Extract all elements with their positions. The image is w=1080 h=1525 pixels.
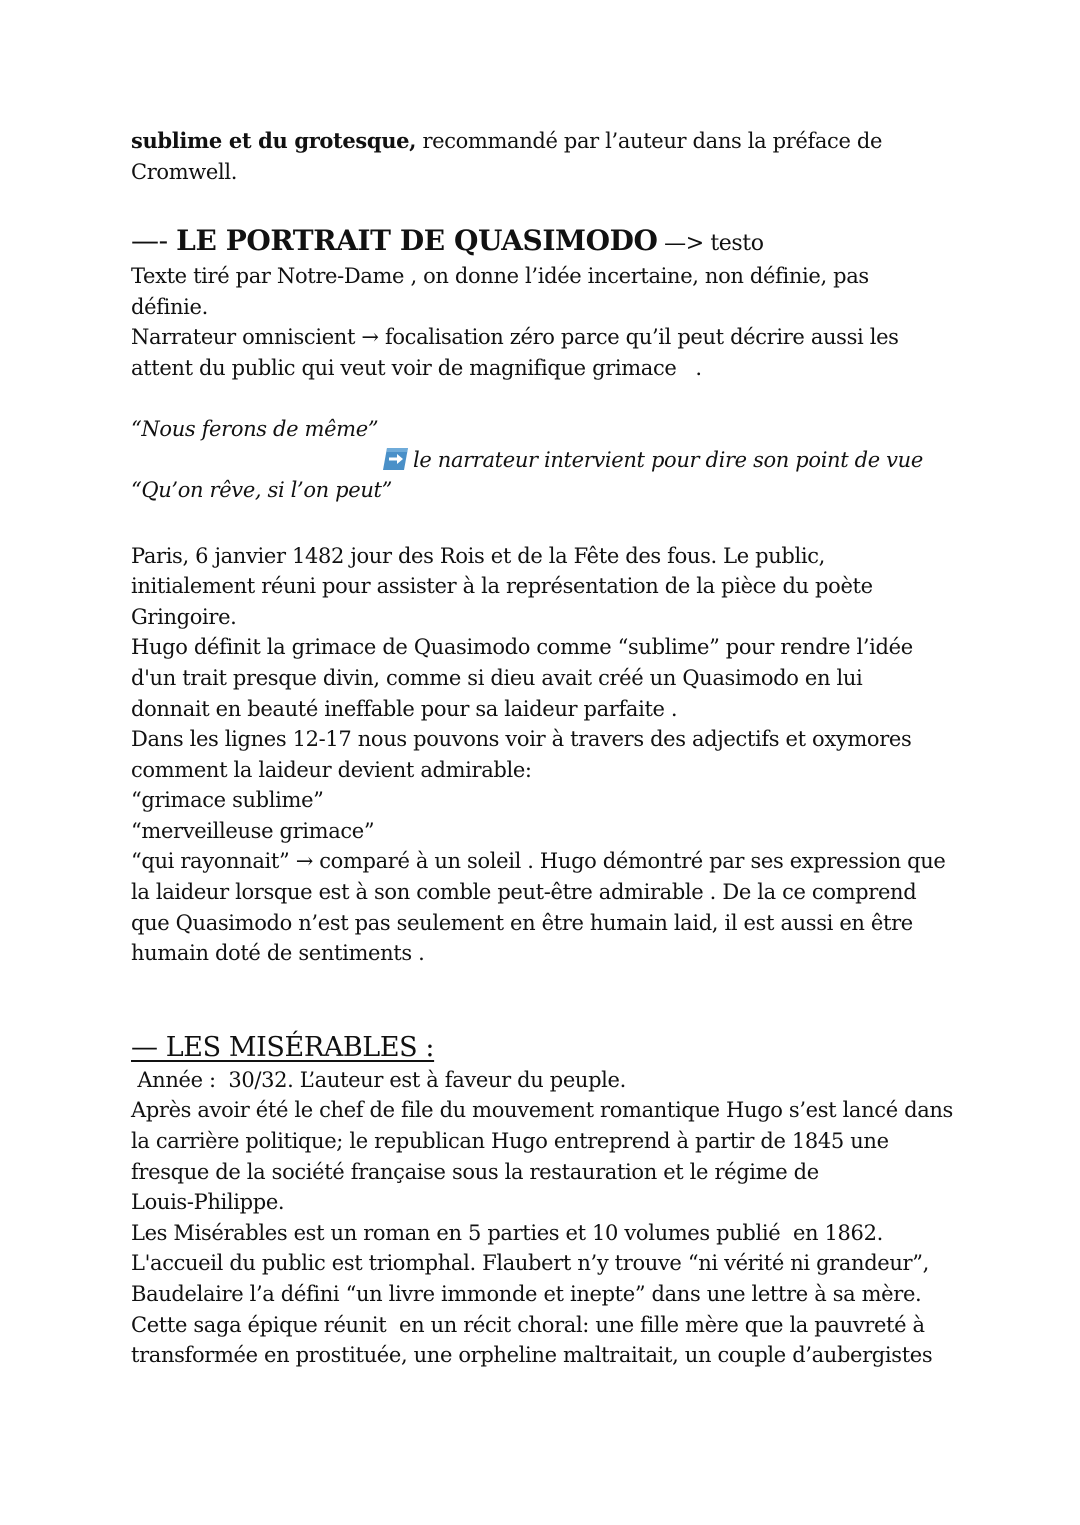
right-arrow-icon bbox=[382, 447, 409, 471]
spacer bbox=[131, 187, 961, 222]
paragraph-line: la carrière politique; le republican Hugo entreprend à partir de 1845 une bbox=[131, 1129, 889, 1154]
paragraph-line: donnait en beauté ineffable pour sa laideur parfaite . bbox=[131, 696, 678, 721]
quote-grimace-sublime: “grimace sublime” bbox=[131, 788, 324, 813]
intro-line-2: Cromwell. bbox=[131, 159, 238, 184]
spacer bbox=[131, 969, 961, 1031]
spacer bbox=[131, 384, 961, 415]
paragraph-line: Louis-Philippe. bbox=[131, 1190, 285, 1215]
document-page bbox=[131, 126, 961, 1371]
paragraph-line: d'un trait presque divin, comme si dieu avait créé un Quasimodo en lui bbox=[131, 665, 863, 690]
narrator-note-text: le narrateur intervient pour dire son point de vue bbox=[413, 447, 923, 472]
paragraph-line: humain doté de sentiments . bbox=[131, 941, 425, 966]
paragraph-line: Texte tiré par Notre-Dame , on donne l’idée incertaine, non définie, pas bbox=[131, 264, 869, 289]
spacer bbox=[131, 506, 961, 537]
paragraph-line: Hugo définit la grimace de Quasimodo comme “sublime” pour rendre l’idée bbox=[131, 635, 913, 660]
heading-suffix: —> testo bbox=[657, 231, 764, 257]
quasimodo-heading bbox=[131, 224, 961, 261]
paragraph-line: Année : 30/32. L’auteur est à faveur du peuple. bbox=[131, 1067, 626, 1092]
paragraph-line: attent du public qui veut voir de magnifique grimace . bbox=[131, 355, 702, 380]
paragraph-line: initialement réuni pour assister à la représentation de la pièce du poète bbox=[131, 574, 873, 599]
intro-text: recommandé par l’auteur dans la préface de bbox=[416, 129, 883, 153]
paragraph-line: Cette saga épique réunit en un récit choral: une fille mère que la pauvreté à bbox=[131, 1312, 925, 1337]
paragraph-line: la laideur lorsque est à son comble peut-être admirable . De la ce comprend bbox=[131, 880, 917, 905]
quote-merveilleuse-grimace: “merveilleuse grimace” bbox=[131, 818, 375, 843]
paragraph-line: que Quasimodo n’est pas seulement en être humain laid, il est aussi en être bbox=[131, 910, 913, 935]
narrator-note bbox=[131, 445, 961, 476]
paragraph-line: Baudelaire l’a défini “un livre immonde et inepte” dans une lettre à sa mère. bbox=[131, 1282, 922, 1306]
intro-line-1 bbox=[131, 126, 961, 157]
heading-dash: —- bbox=[131, 224, 177, 258]
paragraph-line: L'accueil du public est triomphal. Flaubert n’y trouve “ni vérité ni grandeur”, bbox=[131, 1251, 929, 1276]
quote-nous-ferons: “Nous ferons de même” bbox=[131, 417, 379, 442]
paragraph-line: Gringoire. bbox=[131, 604, 237, 629]
paragraph-line: Après avoir été le chef de file du mouvement romantique Hugo s’est lancé dans bbox=[131, 1098, 953, 1123]
paragraph-line: définie. bbox=[131, 294, 208, 319]
paragraph-line: Dans les lignes 12-17 nous pouvons voir à travers des adjectifs et oxymores bbox=[131, 727, 912, 752]
quote-qu-on-reve: “Qu’on rêve, si l’on peut” bbox=[131, 478, 392, 503]
paragraph-line: Narrateur omniscient → focalisation zéro parce qu’il peut décrire aussi les bbox=[131, 325, 899, 350]
miserables-heading: — LES MISÉRABLES : bbox=[131, 1031, 435, 1063]
paragraph-line: “qui rayonnait” → comparé à un soleil . Hugo démontré par ses expression que bbox=[131, 849, 946, 874]
paragraph-line: Paris, 6 janvier 1482 jour des Rois et de la Fête des fous. Le public, bbox=[131, 543, 825, 568]
paragraph-line: Les Misérables est un roman en 5 parties et 10 volumes publié en 1862. bbox=[131, 1220, 883, 1245]
heading-title: LE PORTRAIT DE QUASIMODO bbox=[176, 224, 658, 258]
paragraph-line: transformée en prostituée, une orpheline maltraitait, un couple d’aubergistes bbox=[131, 1343, 933, 1368]
intro-bold-text: sublime et du grotesque, bbox=[131, 128, 417, 153]
paragraph-line: fresque de la société française sous la restauration et le régime de bbox=[131, 1159, 819, 1184]
paragraph-line: comment la laideur devient admirable: bbox=[131, 757, 532, 782]
